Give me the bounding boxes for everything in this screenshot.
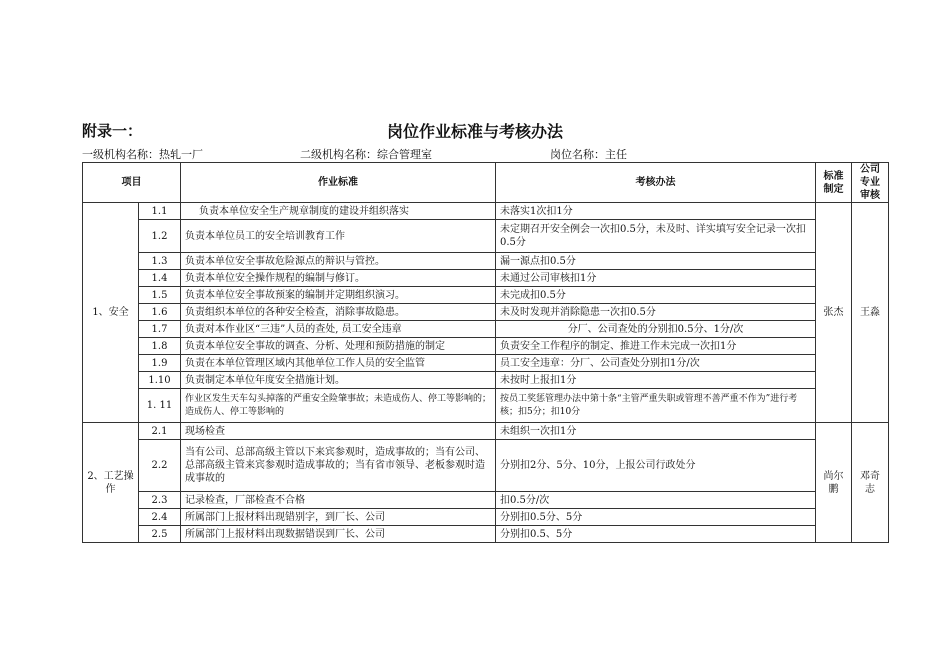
table-row xyxy=(83,509,889,526)
table-row xyxy=(83,304,889,321)
row-standard: 负责本单位安全事故的调查、分析、处理和预防措施的制定 xyxy=(181,338,496,355)
row-method: 按员工奖惩管理办法中第十条“主管严重失职或管理不善严重不作为”进行考核；扣5分；扣10分 xyxy=(496,389,816,423)
row-standard: 记录检查，厂部检查不合格 xyxy=(181,492,496,509)
row-method: 扣0.5分/次 xyxy=(496,492,816,509)
row-method: 漏一源点扣0.5分 xyxy=(496,253,816,270)
col-header-standard: 作业标准 xyxy=(181,163,496,203)
row-method: 未定期召开安全例会一次扣0.5分，未及时、详实填写安全记录一次扣0.5分 xyxy=(496,220,816,253)
table-row xyxy=(83,355,889,372)
row-method: 未按时上报扣1分 xyxy=(496,372,816,389)
table-row xyxy=(83,423,889,440)
table-row xyxy=(83,372,889,389)
row-number: 1.6 xyxy=(139,304,181,321)
row-method: 负责安全工作程序的制定、推进工作未完成一次扣1分 xyxy=(496,338,816,355)
table-row xyxy=(83,203,889,220)
row-method: 分别扣0.5、5分 xyxy=(496,526,816,543)
row-number: 2.3 xyxy=(139,492,181,509)
row-method: 分厂、公司查处的分别扣0.5分、1分/次 xyxy=(496,321,816,338)
row-number: 1. 11 xyxy=(139,389,181,423)
row-number: 2.2 xyxy=(139,440,181,492)
row-standard: 负责对本作业区“三违”人员的查处, 员工安全违章 xyxy=(181,321,496,338)
category-cell: 1、安全 xyxy=(83,203,139,423)
row-number: 1.5 xyxy=(139,287,181,304)
row-number: 1.3 xyxy=(139,253,181,270)
table-row xyxy=(83,492,889,509)
row-standard: 负责制定本单位年度安全措施计划。 xyxy=(181,372,496,389)
row-method: 分别扣0.5分、5分 xyxy=(496,509,816,526)
row-method: 未完成扣0.5分 xyxy=(496,287,816,304)
row-number: 2.1 xyxy=(139,423,181,440)
col-header-maker: 标准制定 xyxy=(816,163,852,203)
table-row xyxy=(83,389,889,423)
org-level-2: 二级机构名称：综合管理室 xyxy=(300,148,432,161)
row-standard: 负责本单位安全操作规程的编制与修订。 xyxy=(181,270,496,287)
row-standard: 所属部门上报材料出现错别字，到厂长、公司 xyxy=(181,509,496,526)
col-header-method: 考核办法 xyxy=(496,163,816,203)
row-method: 未组织一次扣1分 xyxy=(496,423,816,440)
standards-table xyxy=(82,162,889,543)
row-standard: 负责本单位员工的安全培训教育工作 xyxy=(181,220,496,253)
maker-cell: 尚尔鹏 xyxy=(816,423,852,543)
category-cell: 2、工艺操作 xyxy=(83,423,139,543)
row-standard: 负责本单位安全事故危险源点的辩识与管控。 xyxy=(181,253,496,270)
row-number: 1.10 xyxy=(139,372,181,389)
reviewer-cell: 邓奇志 xyxy=(852,423,889,543)
row-method: 分别扣2分、5分、10分，上报公司行政处分 xyxy=(496,440,816,492)
row-standard: 作业区发生天车勾头掉落的严重安全险肇事故；未造成伤人、停工等影响的；造成伤人、停工等影响的 xyxy=(181,389,496,423)
row-standard: 所属部门上报材料出现数据错误到厂长、公司 xyxy=(181,526,496,543)
maker-cell: 张杰 xyxy=(816,203,852,423)
row-standard: 现场检查 xyxy=(181,423,496,440)
row-number: 1.1 xyxy=(139,203,181,220)
row-standard: 负责在本单位管理区域内其他单位工作人员的安全监管 xyxy=(181,355,496,372)
appendix-label: 附录一： xyxy=(82,122,143,140)
row-standard: 当有公司、总部高级主管以下来宾参观时，造成事故的；当有公司、总部高级主管来宾参观时造成事故的；当有省市领导、老板参观时造成事故的 xyxy=(181,440,496,492)
row-standard: 负责组织本单位的各种安全检查，消除事故隐患。 xyxy=(181,304,496,321)
row-method: 未落实1次扣1分 xyxy=(496,203,816,220)
table-row xyxy=(83,220,889,253)
row-number: 1.2 xyxy=(139,220,181,253)
row-method: 员工安全违章：分厂、公司查处分别扣1分/次 xyxy=(496,355,816,372)
position-name: 岗位名称：主任 xyxy=(550,148,627,161)
table-row xyxy=(83,287,889,304)
table-row xyxy=(83,526,889,543)
page-title: 岗位作业标准与考核办法 xyxy=(386,122,563,141)
table-row xyxy=(83,338,889,355)
row-number: 2.5 xyxy=(139,526,181,543)
col-header-item: 项目 xyxy=(83,163,181,203)
row-method: 未及时发现并消除隐患一次扣0.5分 xyxy=(496,304,816,321)
row-number: 1.9 xyxy=(139,355,181,372)
reviewer-cell: 王淼 xyxy=(852,203,889,423)
row-number: 1.8 xyxy=(139,338,181,355)
table-row xyxy=(83,270,889,287)
row-number: 1.7 xyxy=(139,321,181,338)
table-row xyxy=(83,253,889,270)
org-level-1: 一级机构名称：热轧一厂 xyxy=(82,148,203,161)
table-row xyxy=(83,440,889,492)
row-method: 未通过公司审核扣1分 xyxy=(496,270,816,287)
col-header-review: 公司专业审核 xyxy=(852,163,889,203)
row-standard: 负责本单位安全生产规章制度的建设并组织落实 xyxy=(181,203,496,220)
row-number: 2.4 xyxy=(139,509,181,526)
row-standard: 负责本单位安全事故预案的编制并定期组织演习。 xyxy=(181,287,496,304)
table-row xyxy=(83,321,889,338)
row-number: 1.4 xyxy=(139,270,181,287)
